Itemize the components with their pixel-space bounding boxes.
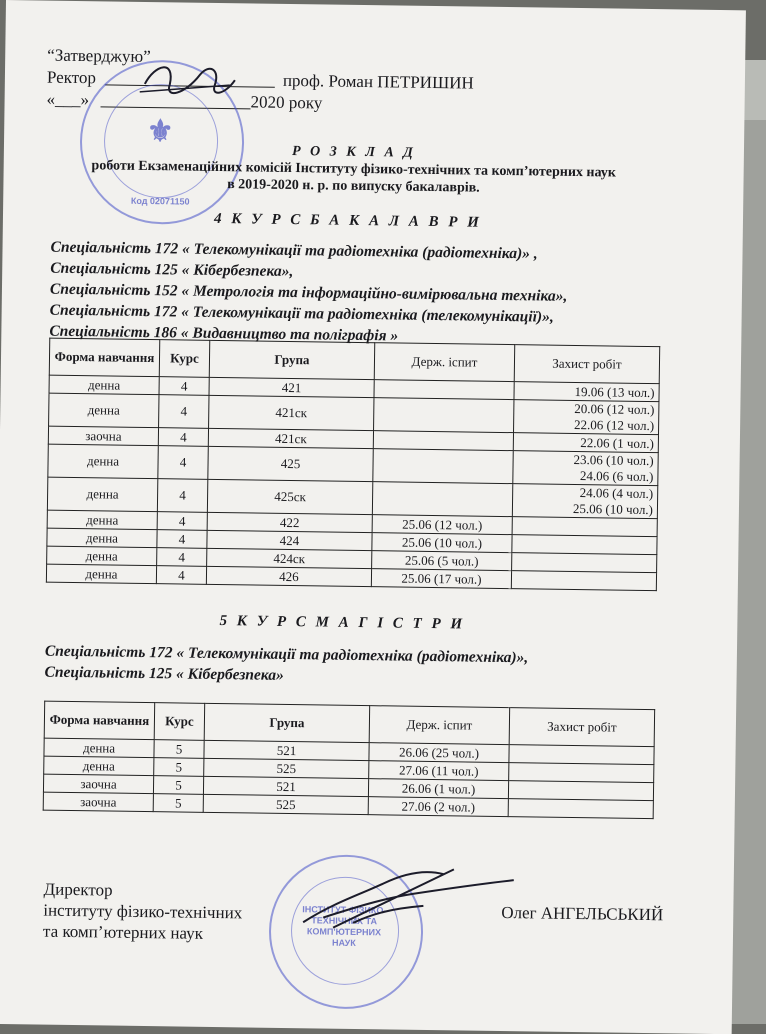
cell-exam: 26.06 (25 чол.) xyxy=(369,743,509,763)
cell-group: 421 xyxy=(209,377,374,397)
rector-label: Ректор xyxy=(46,67,97,88)
cell-form: денна xyxy=(49,393,159,428)
date-prefix: «___» xyxy=(46,89,90,110)
cell-course: 4 xyxy=(159,395,209,429)
cell-group: 425ск xyxy=(207,479,372,514)
document-subtitle: роботи Екзаменаційних комісій Інституту фізико-технічних та комп’ютерних наук xyxy=(91,158,616,181)
cell-course: 4 xyxy=(157,479,207,513)
cell-course: 4 xyxy=(158,446,208,480)
cell-exam: 26.06 (1 чол.) xyxy=(368,779,508,799)
col-header-exam: Держ. іспит xyxy=(374,343,515,382)
rector-signature xyxy=(124,54,245,111)
specialty-line: Спеціальність 186 « Видавництво та поліграфія » xyxy=(49,322,399,345)
cell-exam: 25.06 (12 чол.) xyxy=(372,515,512,535)
cell-exam: 25.06 (5 чол.) xyxy=(372,551,512,571)
cell-defense xyxy=(514,400,659,435)
cell-defense-line: 23.06 (10 чол.) xyxy=(573,451,654,469)
director-name: Олег АНГЕЛЬСЬКИЙ xyxy=(501,903,664,925)
cell-defense xyxy=(508,781,653,801)
cell-form: денна xyxy=(44,756,154,776)
cell-exam: 25.06 (17 чол.) xyxy=(371,569,511,589)
cell-form: денна xyxy=(49,375,159,395)
cell-group: 424ск xyxy=(207,548,372,568)
specialty-line: Спеціальність 152 « Метрологія та інформаційно-вимірювальна техніка», xyxy=(49,280,568,305)
cell-course: 4 xyxy=(157,548,207,567)
cell-defense xyxy=(512,535,657,555)
cell-defense xyxy=(509,745,654,765)
stamp-code: Код 02071150 xyxy=(130,195,190,207)
cell-form: денна xyxy=(47,528,157,548)
master-schedule-table xyxy=(43,701,655,820)
specialty-line: Спеціальність 125 « Кібербезпека», xyxy=(50,259,294,281)
col-header-group: Група xyxy=(204,703,370,742)
cell-course: 5 xyxy=(154,740,204,759)
cell-course: 5 xyxy=(153,776,203,795)
bachelor-schedule-table xyxy=(46,338,660,592)
cell-group: 421ск xyxy=(209,395,374,430)
cell-form: денна xyxy=(47,546,157,566)
cell-group: 525 xyxy=(203,794,368,814)
rector-name: проф. Роман ПЕТРИШИН xyxy=(282,70,474,93)
cell-group: 421ск xyxy=(208,428,373,448)
director-institute: інституту фізико-технічних xyxy=(43,900,243,923)
cell-group: 424 xyxy=(207,530,372,550)
specialty-line: Спеціальність 125 « Кібербезпека» xyxy=(44,663,284,684)
col-header-defense: Захист робіт xyxy=(509,708,655,747)
document-title: Р О З К Л А Д xyxy=(291,144,416,161)
cell-defense-line: 20.06 (12 чол.) xyxy=(574,400,655,418)
cell-defense-line: 25.06 (10 чол.) xyxy=(572,500,654,518)
cell-defense: 19.06 (13 чол.) xyxy=(514,382,659,402)
cell-group: 426 xyxy=(206,566,371,586)
cell-defense xyxy=(512,517,657,537)
cell-exam: 27.06 (2 чол.) xyxy=(368,797,508,817)
cell-form: денна xyxy=(46,564,156,584)
cell-exam: 25.06 (10 чол.) xyxy=(372,533,512,553)
col-header-defense: Захист робіт xyxy=(514,345,660,384)
col-header-exam: Держ. іспит xyxy=(369,706,510,745)
approval-label: “Затверджую” xyxy=(47,45,151,67)
director-institute-2: та комп’ютерних наук xyxy=(42,921,204,943)
col-header-form: Форма навчання xyxy=(49,338,160,377)
specialty-line: Спеціальність 172 « Телекомунікації та радіотехніка (радіотехніка)» , xyxy=(50,238,538,263)
cell-defense-line: 22.06 (12 чол.) xyxy=(574,416,655,434)
cell-exam xyxy=(373,449,513,484)
cell-defense xyxy=(508,799,653,819)
cell-exam xyxy=(372,482,512,517)
cell-defense xyxy=(512,553,657,573)
cell-exam xyxy=(374,398,514,433)
cell-course: 4 xyxy=(157,530,207,549)
cell-defense xyxy=(513,451,658,486)
cell-defense xyxy=(512,484,657,519)
cell-defense: 22.06 (1 чол.) xyxy=(513,433,658,453)
cell-group: 525 xyxy=(204,758,369,778)
cell-exam xyxy=(373,431,513,451)
cell-group: 422 xyxy=(207,512,372,532)
cell-exam xyxy=(374,380,514,400)
section-bachelors-heading: 4 К У Р С Б А К А Л А В Р И xyxy=(213,210,482,231)
cell-form: заочна xyxy=(43,792,153,812)
specialty-line: Спеціальність 172 « Телекомунікації та радіотехніка (телекомунікації)», xyxy=(49,301,554,326)
stamp-center-text: ІНСТИТУТ ФІЗИКО-ТЕХНІЧНИХ ТА КОМП'ЮТЕРНИХ НАУК xyxy=(302,904,387,948)
col-header-course: Курс xyxy=(159,340,210,378)
cell-course: 5 xyxy=(154,758,204,777)
cell-course: 4 xyxy=(158,428,208,447)
cell-form: заочна xyxy=(43,774,153,794)
director-signature xyxy=(293,862,524,945)
cell-course: 5 xyxy=(153,794,203,813)
cell-exam: 27.06 (11 чол.) xyxy=(369,761,509,781)
cell-group: 425 xyxy=(208,446,373,481)
cell-form: денна xyxy=(44,738,154,758)
director-title: Директор xyxy=(43,879,113,900)
cell-defense xyxy=(509,763,654,783)
col-header-group: Група xyxy=(209,340,375,379)
col-header-form: Форма навчання xyxy=(44,701,155,740)
cell-form: денна xyxy=(48,444,158,479)
cell-group: 521 xyxy=(203,776,368,796)
document-year: в 2019-2020 н. р. по випуску бакалаврів. xyxy=(227,177,480,196)
cell-course: 4 xyxy=(157,512,207,531)
cell-course: 4 xyxy=(156,566,206,585)
section-masters-heading: 5 К У Р С М А Г І С Т Р И xyxy=(219,613,466,633)
col-header-course: Курс xyxy=(154,703,205,741)
cell-form: заочна xyxy=(48,426,158,446)
date-suffix: 2020 року xyxy=(250,92,323,113)
cell-form: денна xyxy=(47,477,157,512)
trident-emblem-icon: ⚜ xyxy=(146,114,174,149)
cell-defense-line: 24.06 (4 чол.) xyxy=(579,485,654,502)
cell-course: 4 xyxy=(159,377,209,396)
cell-form: денна xyxy=(47,510,157,530)
cell-defense-line: 24.06 (6 чол.) xyxy=(579,468,654,485)
cell-defense xyxy=(511,571,656,591)
cell-group: 521 xyxy=(204,740,369,760)
specialty-line: Спеціальність 172 « Телекомунікації та радіотехніка (радіотехніка)», xyxy=(44,642,529,667)
